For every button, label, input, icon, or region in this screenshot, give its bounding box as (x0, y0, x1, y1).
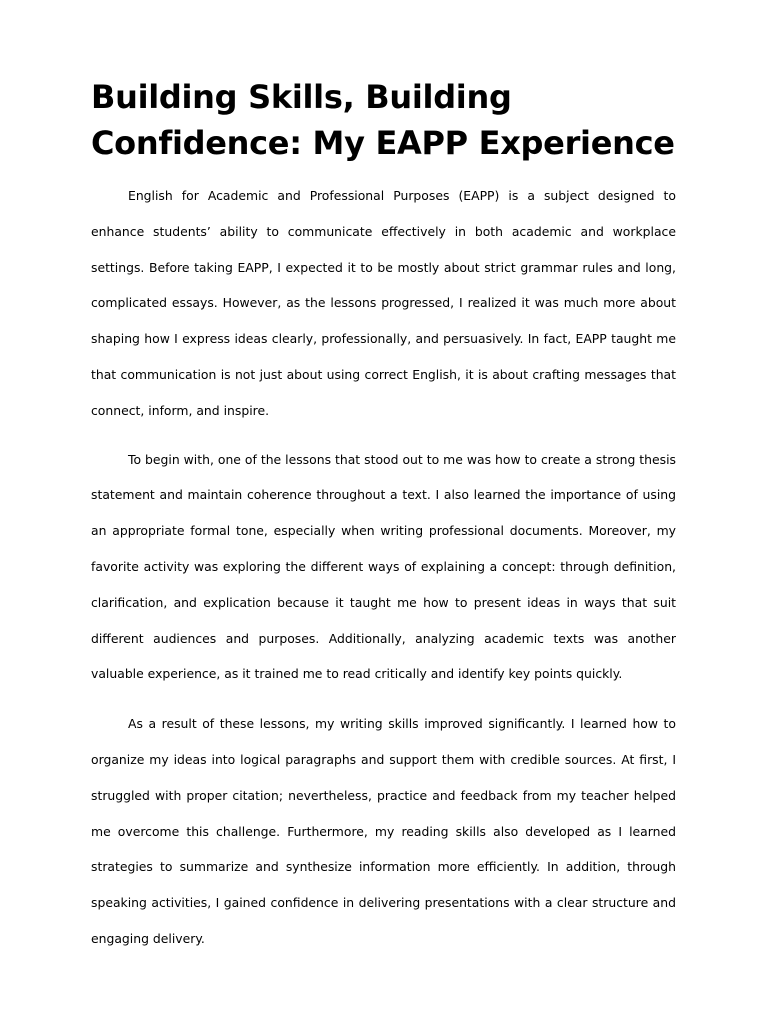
paragraph-introduction: English for Academic and Professional Purposes (EAPP) is a subject designed to enhance students’ ability to communicate effectively in both academic and workplace settings. Before taking EAPP, I expected it to be mostly about strict grammar rules and long, complicated essays. However, as the lessons progressed, I realized it was much more about shaping how I express ideas clearly, professionally, and persuasively. In fact, EAPP taught me that communication is not just about using correct English, it is about crafting messages that connect, inform, and inspire. (91, 188, 676, 418)
document-title (91, 74, 676, 166)
title-line-1: Building Skills, Building (91, 78, 512, 116)
document-body (91, 74, 676, 957)
paragraph-lessons: To begin with, one of the lessons that stood out to me was how to create a strong thesis statement and maintain coherence throughout a text. I also learned the importance of using an appropriate formal tone, especially when writing professional documents. Moreover, my favorite activity was exploring the different ways of explaining a concept: through definition, clarification, and explication because it taught me how to present ideas in ways that suit different audiences and purposes. Additionally, analyzing academic texts was another valuable experience, as it trained me to read critically and identify key points quickly. (91, 451, 676, 682)
paragraph-results: As a result of these lessons, my writing skills improved significantly. I learned how to organize my ideas into logical paragraphs and support them with credible sources. At first, I struggled with proper citation; nevertheless, practice and feedback from my teacher helped me overcome this challenge. Furthermore, my reading skills also developed as I learned strategies to summarize and synthesize information more efficiently. In addition, through speaking activities, I gained confidence in delivering presentations with a clear structure and engaging delivery. (91, 716, 676, 946)
title-line-2: Confidence: My EAPP Experience (91, 124, 675, 162)
